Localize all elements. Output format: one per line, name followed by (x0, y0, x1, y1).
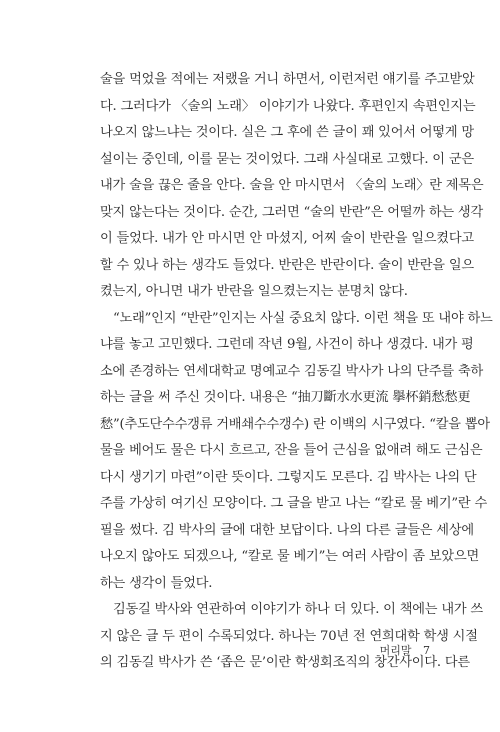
text-line: 의 김동길 박사가 쓴 ‘좁은 문’이란 학생회조직의 창간사이다. 다른 (100, 655, 470, 670)
text-line: 필을 썼다. 김 박사의 글에 대한 보답이다. 나의 다른 글들은 세상에 (100, 522, 474, 538)
text-line: 이 들었다. 내가 안 마시면 안 마셨지, 어찌 술이 반란을 일으켰다고 (100, 231, 474, 246)
text-line: 하는 생각이 들었다. (100, 575, 213, 591)
text-line: 물을 베어도 물은 다시 흐르고, 잔을 들어 근심을 없애려 해도 근심은 (100, 443, 483, 458)
text-line: 소에 존경하는 연세대학교 명예교수 김동길 박사가 나의 단주를 축하 (100, 363, 484, 379)
text-line: 내가 술을 끊은 줄을 안다. 술을 안 마시면서 〈술의 노래〉란 제목은 (100, 178, 484, 193)
text-line: 맞지 않는다는 것이다. 순간, 그러면 “술의 반란”은 어떨까 하는 생각 (100, 204, 484, 220)
text-line: 술을 먹었을 적에는 저랬을 거니 하면서, 이런저런 얘기를 주고받았 (100, 72, 475, 87)
text-line: 주를 가상히 여기신 모양이다. 그 글을 받고 나는 “칼로 물 베기”란 수 (100, 496, 488, 511)
page-number: 7 (423, 644, 430, 657)
paragraph-1 (100, 67, 484, 306)
text-line: 켰는지, 아니면 내가 반란을 일으켰는지는 분명치 않다. (100, 284, 408, 299)
text-line: 하는 글을 써 주신 것이다. 내용은 “抽刀斷水水更流 擧杯銷愁愁更 (100, 390, 471, 405)
text-line: 할 수 있나 하는 생각도 들었다. 반란은 반란이다. 술이 반란을 일으 (100, 257, 474, 273)
page-footer (380, 642, 430, 658)
body-text (100, 67, 493, 677)
text-line: 다시 생기기 마련”이란 뜻이다. 그렇지도 모른다. 김 박사는 나의 단 (100, 469, 477, 485)
text-line: 지 않은 글 두 편이 수록되었다. 하나는 70년 전 연희대학 학생 시절 (100, 628, 478, 644)
text-line: 나오지 않아도 되겠으나, “칼로 물 베기”는 여러 사람이 좀 보았으면 (100, 549, 480, 564)
text-line: 나오지 않느냐는 것이다. 실은 그 후에 쓴 글이 꽤 있어서 어떻게 망 (100, 125, 474, 140)
paragraph-2 (100, 306, 493, 598)
text-line: 냐를 놓고 고민했다. 그런데 작년 9월, 사건이 하나 생겼다. 내가 평 (100, 337, 474, 352)
section-label: 머리말 (379, 644, 412, 657)
text-line: 愁”(추도단수수갱류 거배쇄수수갱수) 란 이백의 시구였다. “칼을 뽑아 (100, 416, 490, 432)
text-line: “노래”인지 “반란”인지는 사실 중요치 않다. 이런 책을 또 내야 하느 (113, 310, 493, 326)
paragraph-3 (100, 597, 483, 677)
text-line: 김동길 박사와 연관하여 이야기가 하나 더 있다. 이 책에는 내가 쓰 (113, 602, 483, 617)
text-line: 설이는 중인데, 이를 묻는 것이었다. 그래 사실대로 고했다. 이 군은 (100, 151, 474, 167)
text-line: 다. 그러다가 〈술의 노래〉 이야기가 나왔다. 후편인지 속편인지는 (100, 98, 476, 114)
